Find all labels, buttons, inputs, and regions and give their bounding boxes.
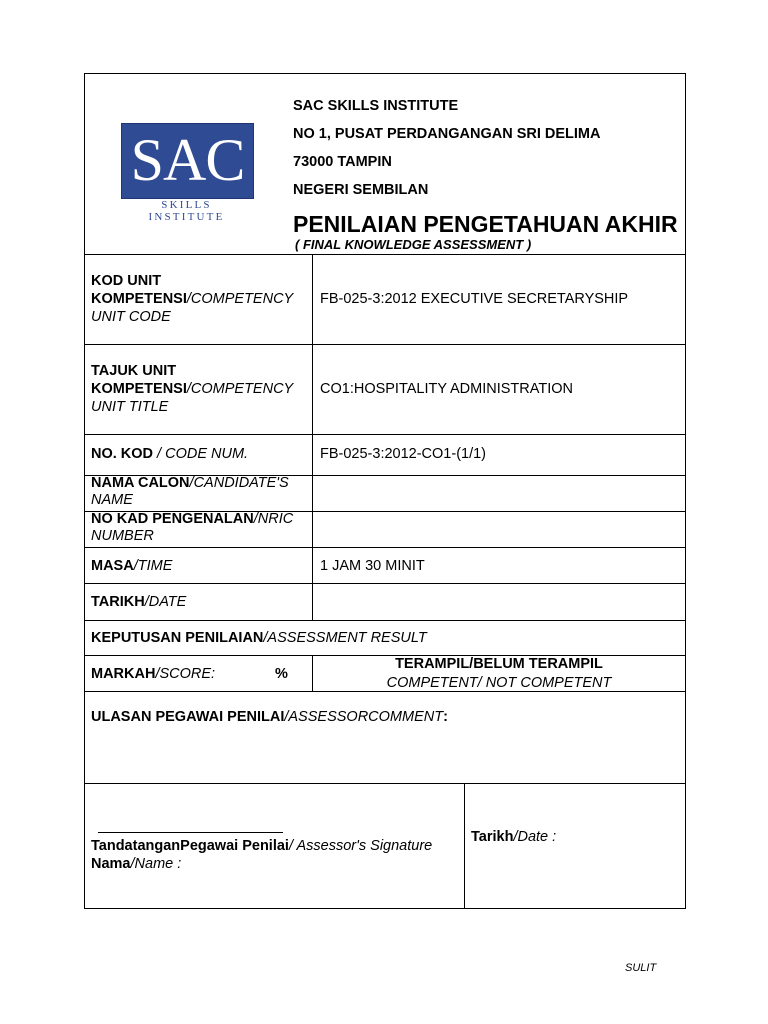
assessor-name-label: Nama/Name : [91,856,182,872]
score-percent: % [275,666,288,682]
divider [84,620,686,621]
divider [84,583,686,584]
unit-code-label-line2: KOMPETENSI/COMPETENCY [91,291,294,307]
unit-code-value: FB-025-3:2012 EXECUTIVE SECRETARYSHIP [320,291,629,307]
page-subtitle: ( FINAL KNOWLEDGE ASSESSMENT ) [295,237,532,252]
unit-code-label-line3: UNIT CODE [91,309,171,325]
assessment-result-label: KEPUTUSAN PENILAIAN/ASSESSMENT RESULT [91,630,427,646]
confidential-mark: SULIT [625,962,657,974]
column-divider [464,783,465,909]
divider [84,344,686,345]
code-num-label: NO. KOD / CODE NUM. [91,446,249,462]
competency-status: TERAMPIL/BELUM TERAMPIL [395,656,603,672]
candidate-name-label: NAMA CALON/CANDIDATE'S [91,475,289,491]
sac-logo [101,98,271,223]
score-label: MARKAH/SCORE: [91,666,216,682]
address-line-1: NO 1, PUSAT PERDANGANGAN SRI DELIMA [293,126,601,142]
logo-mark [121,123,254,199]
divider [84,783,686,784]
signature-date-label: Tarikh/Date : [471,829,557,845]
assessor-comment-label: ULASAN PEGAWAI PENILAI/ASSESSORCOMMENT: [91,709,448,725]
divider [84,434,686,435]
time-value: 1 JAM 30 MINIT [320,558,425,574]
institute-name: SAC SKILLS INSTITUTE [293,98,459,114]
unit-title-value: CO1:HOSPITALITY ADMINISTRATION [320,381,573,397]
nric-label-line2: NUMBER [91,528,154,544]
unit-code-label: KOD UNIT [91,273,162,289]
code-num-value: FB-025-3:2012-CO1-(1/1) [320,446,487,462]
unit-title-label-line2: KOMPETENSI/COMPETENCY [91,381,294,397]
address-line-3: NEGERI SEMBILAN [293,182,429,198]
divider [84,254,686,255]
logo-subtitle: SKILLS INSTITUTE [148,199,225,223]
unit-title-label: TAJUK UNIT [91,363,177,379]
candidate-name-label-line2: NAME [91,492,133,508]
page-title: PENILAIAN PENGETAHUAN AKHIR [293,211,678,237]
column-divider [312,254,313,620]
signature-line [98,832,283,833]
time-label: MASA/TIME [91,558,173,574]
nric-label: NO KAD PENGENALAN/NRIC [91,511,294,527]
logo-letters: SAC [130,127,245,193]
address-line-2: 73000 TAMPIN [293,154,392,170]
unit-title-label-line3: UNIT TITLE [91,399,169,415]
date-label: TARIKH/DATE [91,594,187,610]
divider [84,547,686,548]
competency-status-en: COMPETENT/ NOT COMPETENT [386,675,612,691]
signature-label: TandatanganPegawai Penilai/ Assessor's Signature [91,838,433,854]
